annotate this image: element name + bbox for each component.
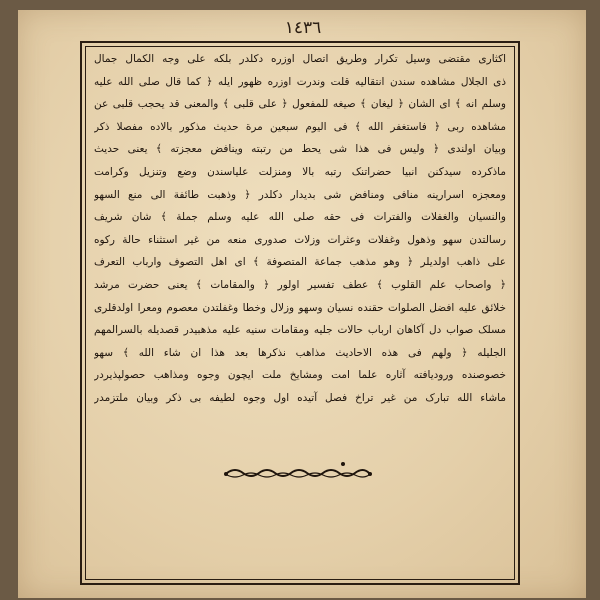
text-line: ذی الجلال مشاهده سندن انتقالیه قلت وندرت اوزره ظهور ایله ﴿ کما قال صلی الله علیه [94,75,506,88]
text-line: والنسیان والغفلات والفترات فی حقه صلی الله علیه وسلم جملة ﴾ شان شریف [94,211,506,224]
page-number: ١٤٣٦ [284,18,322,38]
text-line: وسلم انه ﴾ ای الشان ﴿ لیغان ﴾ صیغه للمفعول ﴿ علی قلبی ﴾ والمعنی قد یحجب قلبی عن [94,98,506,111]
text-line: ومعجزه اسرارینه منافی ومنافض شی بدیدار دکلدر ﴿ وذهبت طائفة الی منع السهو [94,188,506,201]
text-line: الجلیله ﴿ ولهم فی هذه الاحادیث مذاهب نذکرها بعد هذا ان شاء الله ﴾ سهو [94,346,506,359]
text-line: رسالتدن سهو وذهول وغفلات وعثرات وزلات صدوری منعه من غیر استثناء حالة رکوه [94,233,506,246]
text-line: اكثاری مقتضی وسیل تکرار وطریق اتصال اوزره دکلدر بلکه علی وجه الکمال جمال [94,53,506,65]
text-line: مسلک صواب دل آکاهان ارباب حالات جلیه ومقامات سنیه علیه مذهبیدر قصدیله بالسرالمهم [94,324,506,337]
text-line: مشاهده ربی ﴿ فاستغفر الله ﴾ فی الیوم سبعین مرة حدیث مذکور بالاده مفصلا ذکر [94,120,506,133]
text-line: ماذکرده سیدکنن انبیا حضراتنک رتبه بالا ومنزلت علیاسندن وضع وتنزیل وکرامت [94,165,506,178]
text-line: ﴿ واصحاب علم القلوب ﴾ عطف تفسیر اولور ﴿ والمقامات ﴾ یعنی حضرت مرشد [94,278,506,291]
text-line: ماشاء الله تبارک من غیر تراخ فصل آتیده اول وجوه لطیفه بی ذکر وبیان ملتزمدر [94,391,506,404]
decorative-divider-ornament [223,465,373,481]
text-line: وبیان اولندی ﴿ ولیس فی هذا شی یحط من رتبته وینافض معجزته ﴾ یعنی حدیث [94,143,506,156]
text-line: خصوصنده ورودیافته آثاره علما امت ومشایخ ملت ایچون وجوه ومذاهب حصولپذیردر [94,369,506,382]
book-page [18,10,586,598]
text-line: خلائق علیه افضل الصلوات حقنده نسیان وسهو وزلال وخطا وغفلتدن معصوم ومعرا اولدقلری [94,301,506,314]
main-text [94,48,506,410]
text-line: علی ذاهب اولدیلر ﴿ وهو مذهب جماعة المتصوفة ﴾ ای اهل التصوف وارباب التعرف [94,256,506,269]
